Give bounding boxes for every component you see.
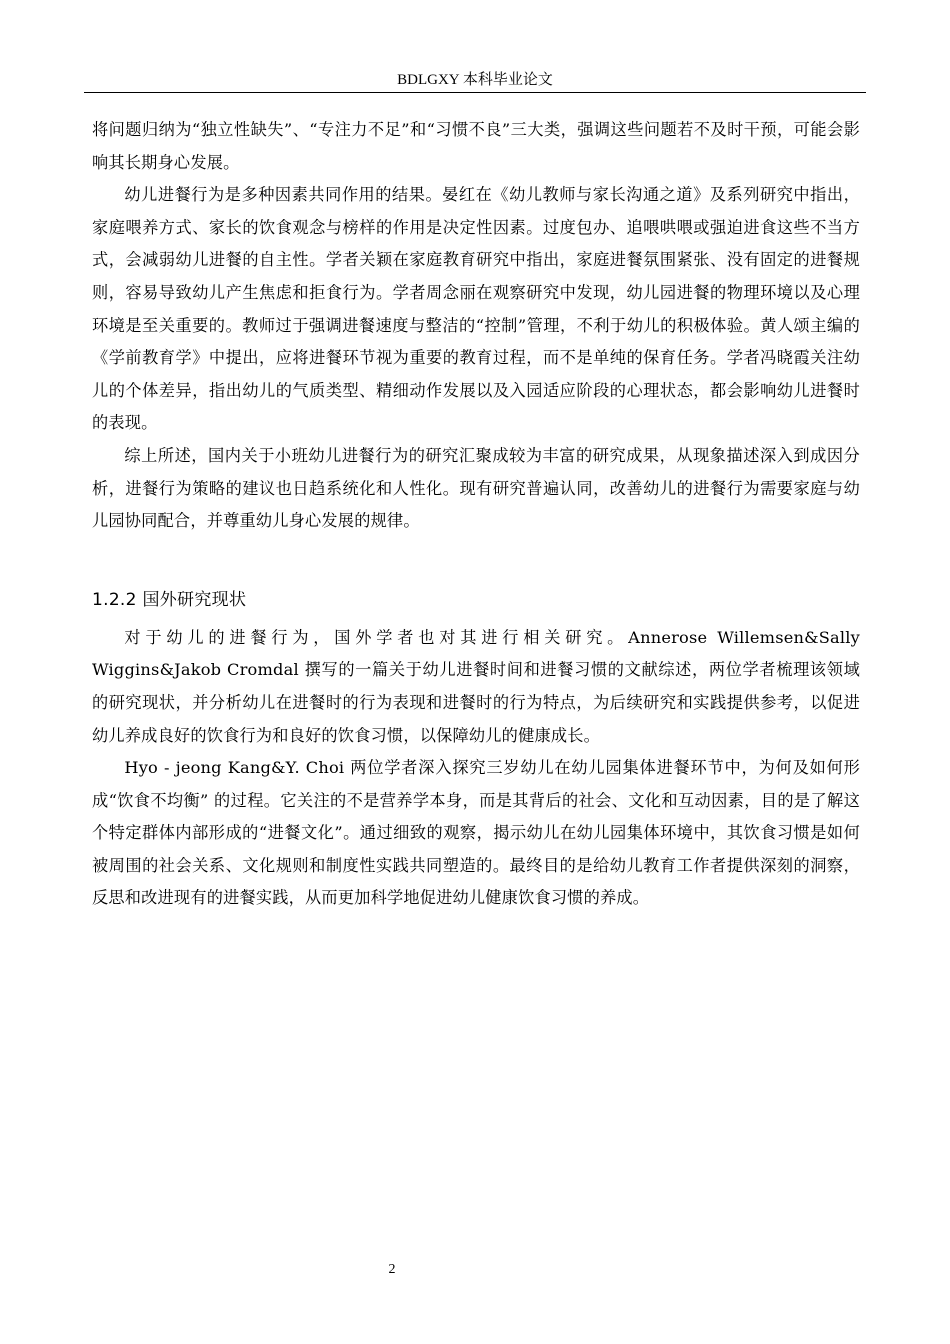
- header-divider: [84, 92, 866, 93]
- paragraph-foreign-review: 对于幼儿的进餐行为，国外学者也对其进行相关研究。Annerose Willemsen&Sally Wiggins&Jakob Cromdal 撰写的一篇关于幼儿进餐时间和进餐习惯的文献综述，两位学者梳理该领域的研究现状，并分析幼儿在进餐时的行为表现和进餐时的行为特点，为后续研究和实践提供参考，以促进幼儿养成良好的饮食行为和良好的饮食习惯，以保障幼儿的健康成长。: [92, 627, 860, 745]
- running-header: BDLGXY 本科毕业论文: [397, 72, 553, 88]
- section-heading: 1.2.2 国外研究现状: [92, 589, 247, 610]
- body-text: [92, 114, 860, 915]
- paragraph-foreign-study: Hyo - jeong Kang&Y. Choi 两位学者深入探究三岁幼儿在幼儿园集体进餐环节中，为何及如何形成“饮食不均衡” 的过程。它关注的不是营养学本身，而是其背后的社会、文化和互动因素，目的是了解这个特定群体内部形成的“进餐文化”。通过细致的观察，揭示幼儿在幼儿园集体环境中，其饮食习惯是如何被周围的社会关系、文化规则和制度性实践共同塑造的。最终目的是给幼儿教育工作者提供深刻的洞察，反思和改进现有的进餐实践，从而更加科学地促进幼儿健康饮食习惯的养成。: [92, 758, 860, 908]
- paragraph-continued: 将问题归纳为“独立性缺失”、“专注力不足”和“习惯不良”三大类，强调这些问题若不及时干预，可能会影响其长期身心发展。: [92, 120, 860, 172]
- paragraph-domestic-summary: 综上所述，国内关于小班幼儿进餐行为的研究汇聚成较为丰富的研究成果，从现象描述深入到成因分析，进餐行为策略的建议也日趋系统化和人性化。现有研究普遍认同，改善幼儿的进餐行为需要家庭与幼儿园协同配合，并尊重幼儿身心发展的规律。: [92, 445, 860, 531]
- paragraph-influencing-factors: 幼儿进餐行为是多种因素共同作用的结果。晏红在《幼儿教师与家长沟通之道》及系列研究中指出，家庭喂养方式、家长的饮食观念与榜样的作用是决定性因素。过度包办、追喂哄喂或强迫进食这些不当方式，会减弱幼儿进餐的自主性。学者关颖在家庭教育研究中指出，家庭进餐氛围紧张、没有固定的进餐规则，容易导致幼儿产生焦虑和拒食行为。学者周念丽在观察研究中发现，幼儿园进餐的物理环境以及心理环境是至关重要的。教师过于强调进餐速度与整洁的“控制”管理，不利于幼儿的积极体验。黄人颂主编的《学前教育学》中提出，应将进餐环节视为重要的教育过程，而不是单纯的保育任务。学者冯晓霞关注幼儿的个体差异，指出幼儿的气质类型、精细动作发展以及入园适应阶段的心理状态，都会影响幼儿进餐时的表现。: [92, 185, 860, 433]
- page-number: 2: [388, 1262, 396, 1277]
